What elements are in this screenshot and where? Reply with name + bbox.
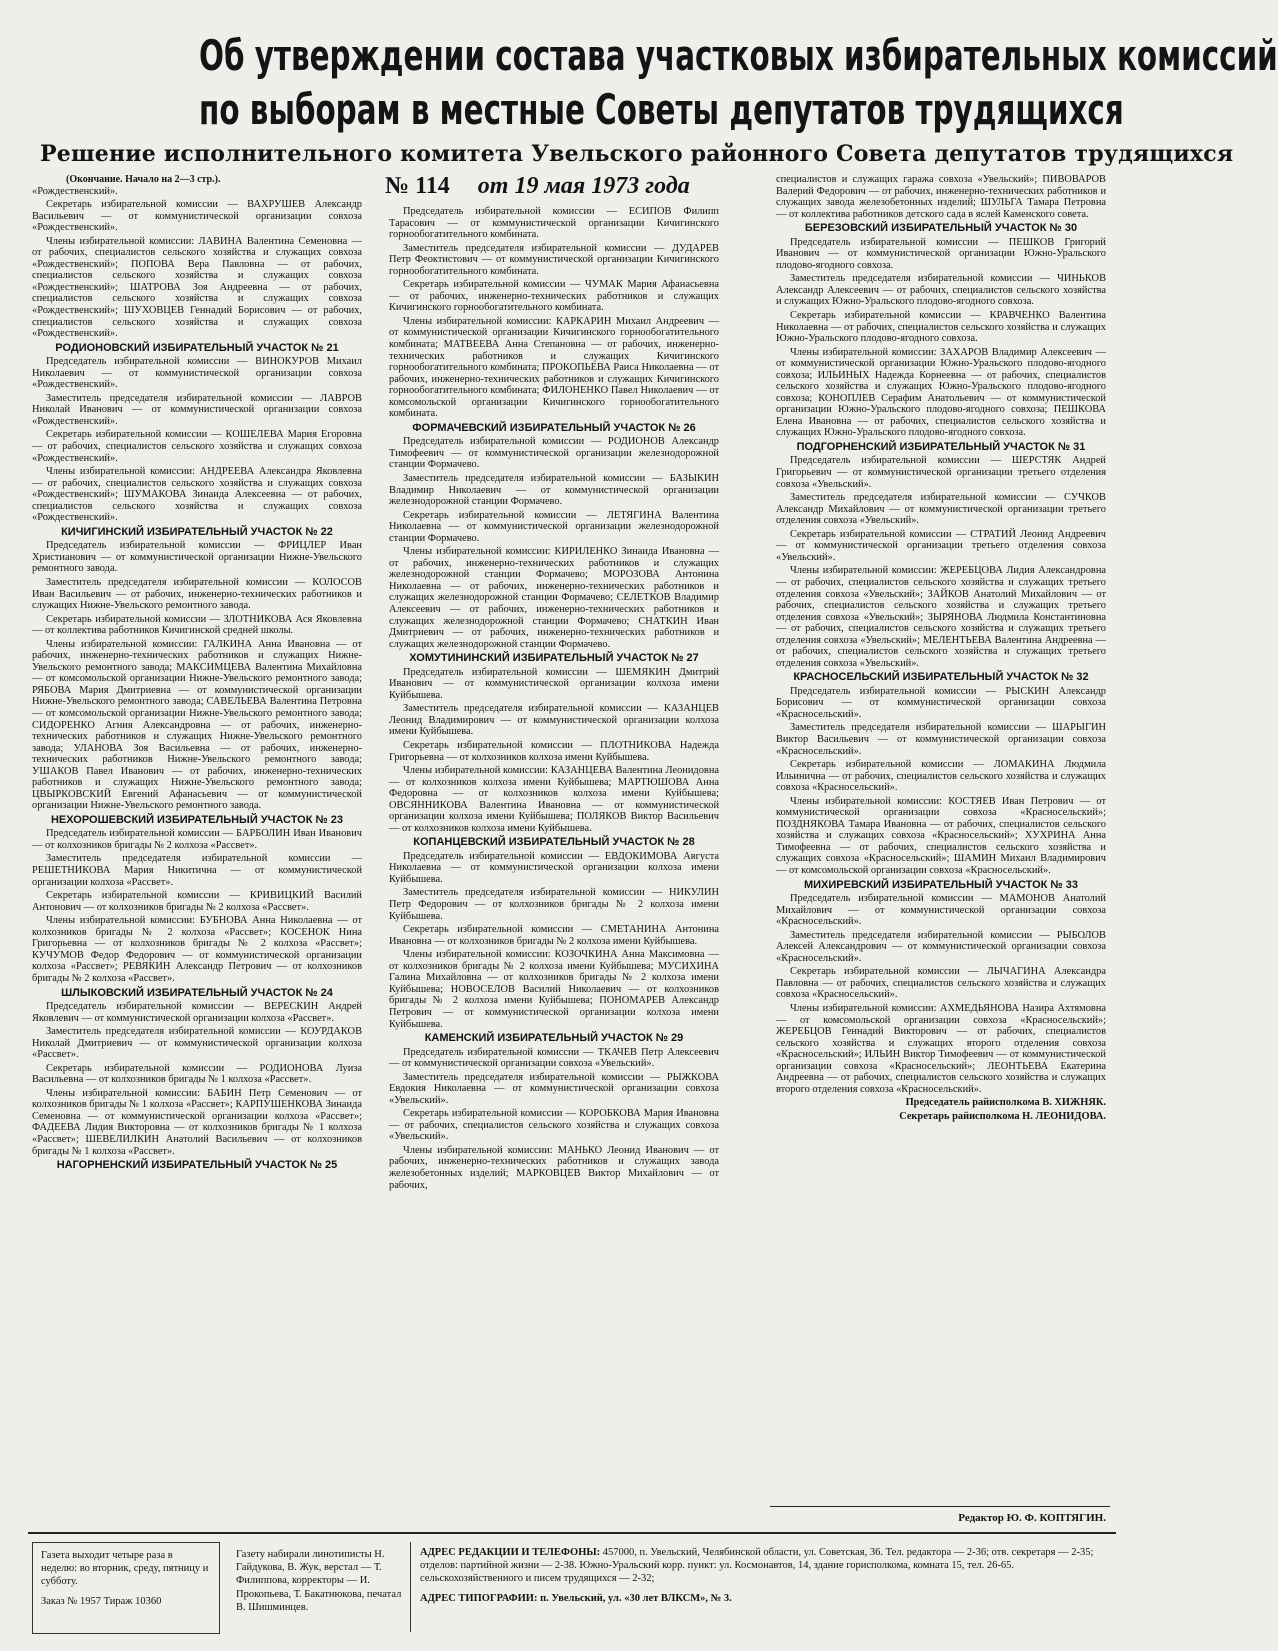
precinct-heading: НЕХОРОШЕВСКИЙ ИЗБИРАТЕЛЬНЫЙ УЧАСТОК № 23 [50,813,344,826]
paragraph: Заместитель председателя избирательной комиссии — ЛАВРОВ Николай Иванович — от коммунистической организации совхоза «Рождественский». [32,392,362,427]
paragraph: Председатель избирательной комиссии — ШЕМЯКИН Дмитрий Иванович — от коммунистической организации колхоза имени Куйбышева. [389,666,719,701]
subheadline: Решение исполнительного комитета Увельского районного Совета депутатов трудящихся [40,141,1234,167]
paragraph: Секретарь избирательной комиссии — КРИВИЦКИЙ Василий Антонович — от колхозников бригады № 2 колхоза «Рассвет». [32,890,362,913]
paragraph: Секретарь избирательной комиссии — КОШЕЛЕВА Мария Егоровна — от рабочих, специалистов сельского хозяйства и служащих совхоза «Рождественский». [32,429,362,464]
paragraph: Заместитель председателя избирательной комиссии — РЫЖКОВА Евдокия Николаевна — от коммунистической организации совхоза «Увельский». [389,1071,719,1106]
precinct-heading: БЕРЕЗОВСКИЙ ИЗБИРАТЕЛЬНЫЙ УЧАСТОК № 30 [804,222,1078,235]
paragraph: Секретарь избирательной комиссии — ПЛОТНИКОВА Надежда Григорьевна — от колхозников колхоза имени Куйбышева. [389,739,719,763]
paragraph: Члены избирательной комиссии: ЖЕРЕБЦОВА Лидия Александровна — от рабочих, специалистов сельского хозяйства и служащих третьего отделения совхоза «Увельский»; ЗАЙКОВ Анатолий Михайлович — от рабочих, специалистов сельского хозяйства и служащих третьего отделения совхоза «Увельский»; ЗЫРЯНОВА Людмила Константиновна — от рабочих, специалистов сельского хозяйства и служащих третьего отделения совхоза «Увельский»; МЕЛЕНТЬЕВА Валентина Андреевна — от рабочих, специалистов сельского хозяйства и служащих третьего отделения совхоза «Увельский». [776,565,1106,669]
paragraph: Председатель избирательной комиссии — ШЕРСТЯК Андрей Григорьевич — от коммунистической организации третьего отделения совхоза «Увельский». [776,455,1106,490]
precinct-heading: ФОРМАЧЕВСКИЙ ИЗБИРАТЕЛЬНЫЙ УЧАСТОК № 26 [412,421,696,434]
paragraph: Председатель избирательной комиссии — ЕВДОКИМОВА Августа Николаевна — от коммунистической организации колхоза имени Куйбышева. [389,850,719,885]
paragraph: Председатель избирательной комиссии — БАРБОЛИН Иван Иванович — от колхозников бригады № 2 колхоза «Рассвет». [32,828,362,851]
precinct-heading: ХОМУТИНИНСКИЙ ИЗБИРАТЕЛЬНЫЙ УЧАСТОК № 27 [409,652,699,665]
headline-line-2: по выборам в местные Советы депутатов трудящихся [199,85,1124,134]
article-column-1 [32,174,362,1504]
column-divider [770,1506,1110,1507]
editor-credit: Редактор Ю. Ф. КОПТЯГИН. [958,1512,1106,1524]
paragraph: Председатель избирательной комиссии — ТКАЧЕВ Петр Алексеевич — от коммунистической организации совхоза «Увельский». [389,1046,719,1070]
paragraph: Члены избирательной комиссии: БАБИН Петр Семенович — от колхозников бригады № 1 колхоза «Рассвет»; КАРПУШЕНКОВА Зинаида Семеновна — от коммунистической организации колхоза «Рассвет»; ФАДЕЕВА Лидия Викторовна — от колхозников бригады № 1 колхоза «Рассвет»; ШЕВЕЛИЛКИН Анатолий Васильевич — от колхозников бригады № 1 колхоза «Рассвет». [32,1087,362,1157]
precinct-heading: КРАСНОСЕЛЬСКИЙ ИЗБИРАТЕЛЬНЫЙ УЧАСТОК № 32 [793,671,1089,684]
paragraph: Члены избирательной комиссии: МАНЬКО Леонид Иванович — от рабочих, инженерно-технических работников и служащих завода железобетонных изделий; МАРКОВЦЕВ Виктор Михайлович — от рабочих, [389,1144,719,1191]
paragraph: Секретарь избирательной комиссии — ЗЛОТНИКОВА Ася Яковлевна — от коллектива работников Кичигинской средней школы. [32,613,362,637]
decision-number: № 114 [385,173,450,199]
headline-line-1: Об утверждении состава участковых избирательных комиссий [199,31,1278,80]
decision-number-date [385,172,745,200]
paragraph: Заместитель председателя избирательной комиссии — КОЛОСОВ Иван Васильевич — от рабочих, инженерно-технических работников и служащих Нижне-Увельского ремонтного завода. [32,576,362,612]
paragraph: Заместитель председателя избирательной комиссии — РЕШЕТНИКОВА Мария Никитична — от коммунистической организации колхоза «Рассвет». [32,853,362,888]
paragraph: Председатель избирательной комиссии — РОДИОНОВ Александр Тимофеевич — от коммунистической организации железнодорожной станции Формачево. [389,436,719,471]
precinct-heading: КОПАНЦЕВСКИЙ ИЗБИРАТЕЛЬНЫЙ УЧАСТОК № 28 [413,836,695,849]
decision-date: от 19 мая 1973 года [477,173,690,199]
paragraph: Председатель избирательной комиссии — ЕСИПОВ Филипп Тарасович — от коммунистической организации Кичигинского горнообогатительного комбината. [389,206,719,241]
paragraph: Члены избирательной комиссии: КОСТЯЕВ Иван Петрович — от коммунистической организации совхоза «Красносельский»; ПОЗДНЯКОВА Тамара Ивановна — от рабочих, специалистов сельского хозяйства и служащих совхоза «Красносельский»; ХУХРИНА Анна Тимофеевна — от рабочих, специалистов сельского хозяйства и служащих совхоза «Красносельский»; ШАМИН Михаил Владимирович — от комсомольской организации совхоза «Красносельский». [776,795,1106,877]
schedule-text: Газета выходит четыре раза в неделю: во вторник, среду, пятницу и субботу. [41,1550,209,1588]
paragraph: Заместитель председателя избирательной комиссии — ДУДАРЕВ Петр Феоктистович — от коммунистической организации Кичигинского горнообогатительного комбината. [389,242,719,277]
paragraph: Секретарь избирательной комиссии — ЛОМАКИНА Людмила Ильинична — от рабочих, специалистов сельского хозяйства и служащих совхоза «Красносельский». [776,759,1106,794]
paragraph: Заместитель председателя избирательной комиссии — КАЗАНЦЕВ Леонид Владимирович — от коммунистической организации колхоза имени Куйбышева. [389,703,719,738]
order-circulation: Заказ № 1957 Тираж 10360 [41,1595,162,1607]
secretary-signature: Секретарь райисполкома Н. ЛЕОНИДОВА. [899,1110,1106,1122]
paragraph: Секретарь избирательной комиссии — КРАВЧЕНКО Валентина Николаевна — от рабочих, специалистов сельского хозяйства и служащих Южно-Уральского плодово-ягодного совхоза. [776,309,1106,345]
paragraph: Секретарь избирательной комиссии — РОДИОНОВА Луиза Васильевна — от колхозников бригады № 1 колхоза «Рассвет». [32,1062,362,1086]
paragraph: специалистов и служащих гаража совхоза «Увельский»; ПИВОВАРОВ Валерий Федорович — от рабочих, инженерно-технических работников и служащих завода железобетонных изделий; ШУЛЬГА Тамара Петровна — от коллектива работников детского сада в яслей Каменского совета. [776,174,1106,220]
imprint-footer [28,1532,1116,1646]
paragraph: «Рождественский». [32,185,118,197]
precinct-heading: МИХИРЕВСКИЙ ИЗБИРАТЕЛЬНЫЙ УЧАСТОК № 33 [803,878,1078,891]
paragraph: Секретарь избирательной комиссии — ЧУМАК Мария Афанасьевна — от рабочих, инженерно-технических работников и служащих Кичигинского горнообогатительного комбината. [389,279,719,314]
continuation-note: (Окончание. Начало на 2—3 стр.). [66,174,221,185]
precinct-heading: НАГОРНЕНСКИЙ ИЗБИРАТЕЛЬНЫЙ УЧАСТОК № 25 [56,1159,338,1172]
paragraph: Председатель избирательной комиссии — МАМОНОВ Анатолий Михайлович — от коммунистической организации совхоза «Красносельский». [776,893,1106,928]
paragraph: Члены избирательной комиссии: АНДРЕЕВА Александра Яковлевна — от рабочих, специалистов сельского хозяйства и служащих совхоза «Рождественский»; ШУМАКОВА Зинаида Алексеевна — от рабочих, специалистов сельского хозяйства и служащих совхоза «Рождественский». [32,466,362,524]
paragraph: Заместитель председателя избирательной комиссии — КОУРДАКОВ Николай Дмитриевич — от коммунистической организации колхоза «Рассвет». [32,1026,362,1061]
paragraph: Секретарь избирательной комиссии — ВАХРУШЕВ Александр Васильевич — от коммунистической организации совхоза «Рождественский». [32,199,362,234]
chairman-signature: Председатель райисполкома В. ХИЖНЯК. [905,1097,1106,1109]
editorial-address: 457000, п. Увельский, Челябинской области, ул. Советская, 36. Тел. редактора — 2-36; отв. секретаря — 2-35; отделов: партийной жизни — 2-38. Южно-Уральский корр. пункт: ул. Космонавтов, 14, здание горисполкома, комната 15, тел. 26-65. [420,1547,1094,1572]
paragraph: Секретарь избирательной комиссии — СТРАТИЙ Леонид Андреевич — от коммунистической организации третьего отделения совхоза «Увельский». [776,528,1106,563]
paragraph: Члены избирательной комиссии: БУБНОВА Анна Николаевна — от колхозников бригады № 2 колхоза «Рассвет»; КОСЕНОК Нина Григорьевна — от колхозников бригады № 2 колхоза «Рассвет»; КУЧУМОВ Федор Федорович — от коммунистической организации колхоза «Рассвет»; РЕВЯКИН Александр Петрович — от колхозников бригады № 2 колхоза «Рассвет». [32,915,362,984]
precinct-heading: ШЛЫКОВСКИЙ ИЗБИРАТЕЛЬНЫЙ УЧАСТОК № 24 [61,986,333,999]
paragraph: Заместитель председателя избирательной комиссии — ШАРЫГИН Виктор Васильевич — от коммунистической организации совхоза «Красносельский». [776,722,1106,757]
publication-schedule-box [32,1542,220,1634]
paragraph: Заместитель председателя избирательной комиссии — НИКУЛИН Петр Федорович — от колхозников бригады № 2 колхоза имени Куйбышева. [389,887,719,922]
address-heading: АДРЕС РЕДАКЦИИ И ТЕЛЕФОНЫ: [420,1547,601,1558]
article-column-3 [776,174,1106,1516]
paragraph: Члены избирательной комиссии: ЛАВИНА Валентина Семеновна — от рабочих, специалистов сельского хозяйства и служащих совхоза «Рождественский»; ПОПОВА Вера Павловна — от рабочих, специалистов сельского хозяйства и служащих совхоза «Рождественский»; ШАТРОВА Зоя Андреевна — от рабочих, специалистов сельского хозяйства и служащих совхоза «Рождественский»; ШУХОВЦЕВ Геннадий Борисович — от рабочих, специалистов сельского хозяйства и служащих совхоза «Рождественский». [32,235,362,340]
precinct-heading: КАМЕНСКИЙ ИЗБИРАТЕЛЬНЫЙ УЧАСТОК № 29 [424,1032,684,1045]
paragraph: Члены избирательной комиссии: КОЗОЧКИНА Анна Максимовна — от колхозников бригады № 2 колхоза имени Куйбышева; МУСИХИНА Галина Михайловна — от колхозников бригады № 2 колхоза имени Куйбышева; НОВОСЕЛОВ Василий Николаевич — от колхозников бригады № 2 колхоза имени Куйбышева; ПОНОМАРЕВ Александр Петрович — от коммунистической организации колхоза имени Куйбышева. [389,949,719,1030]
paragraph: Члены избирательной комиссии: ГАЛКИНА Анна Ивановна — от рабочих, инженерно-технических работников и служащих Нижне-Увельского ремонтного завода; МАКСИМЦЕВА Валентина Михайловна — от комсомольской организации Нижне-Увельского ремонтного завода; РЯБОВА Мария Дмитриевна — от коммунистической организации Нижне-Увельского ремонтного завода; САВЕЛЬЕВА Валентина Петровна — от комсомольской организации Нижне-Увельского ремонтного завода; СИДОРЕНКО Агния Александровна — от рабочих, инженерно-технических работников и служащих Нижне-Увельского ремонтного завода; УЛАНОВА Зоя Васильевна — от рабочих, инженерно-технических работников Нижне-Увельского ремонтного завода; УШАКОВ Павел Иванович — от рабочих, инженерно-технических работников и служащих Нижне-Увельского ремонтного завода; ЦВЫРКОВСКИЙ Евгений Афанасьевич — от коммунистической организации Нижне-Увельского ремонтного завода. [32,638,362,812]
paragraph: Секретарь избирательной комиссии — СМЕТАНИНА Антонина Ивановна — от колхозников бригады № 2 колхоза имени Куйбышева. [389,924,719,947]
paragraph: Члены избирательной комиссии: ЗАХАРОВ Владимир Алексеевич — от коммунистической организации Южно-Уральского плодово-ягодного совхоза; ИЛЬИНЫХ Надежда Корнеевна — от рабочих, специалистов сельского хозяйства и служащих Южно-Уральского плодово-ягодного совхоза; КОНОПЛЕВ Серафим Анатольевич — от коммунистической организации Южно-Уральского плодово-ягодного совхоза; ПЕШКОВА Елена Ивановна — от рабочих, специалистов сельского хозяйства и служащих Южно-Уральского плодово-ягодного совхоза. [776,346,1106,439]
paragraph: Заместитель председателя избирательной комиссии — СУЧКОВ Александр Михайлович — от коммунистической организации третьего отделения совхоза «Увельский». [776,492,1106,527]
precinct-heading: ПОДГОРНЕНСКИЙ ИЗБИРАТЕЛЬНЫЙ УЧАСТОК № 31 [796,440,1086,453]
precinct-heading: КИЧИГИНСКИЙ ИЗБИРАТЕЛЬНЫЙ УЧАСТОК № 22 [61,525,333,538]
paragraph: Заместитель председателя избирательной комиссии — РЫБОЛОВ Алексей Александрович — от коммунистической организации совхоза «Красносельский». [776,929,1106,964]
article-column-2 [389,206,719,1506]
typesetters-text: Газету набирали линотиписты Н. Гайдукова, В. Жук, верстал — Т. Филиппова, корректоры — И. Прокопьева, Т. Бакатнюкова, печатал В. Шишминцев. [236,1549,402,1613]
paragraph: Секретарь избирательной комиссии — ЛЫЧАГИНА Александра Павловна — от рабочих, специалистов сельского хозяйства и служащих совхоза «Красносельский». [776,966,1106,1001]
typesetters-box [232,1542,411,1632]
paragraph: Заместитель председателя избирательной комиссии — ЧИНЬКОВ Александр Алексеевич — от рабочих, специалистов сельского хозяйства и служащих Южно-Уральского плодово-ягодного совхоза. [776,273,1106,308]
address-box [420,1542,1110,1609]
paragraph: Члены избирательной комиссии: АХМЕДЬЯНОВА Назира Ахтямовна — от комсомольской организации совхоза «Красносельский»; ЖЕРЕБЦОВ Геннадий Викторович — от рабочих, специалистов сельского хозяйства и служащих второго отделения совхоза «Красносельский»; ИЛЬИН Виктор Тимофеевич — от коммунистической организации совхоза «Красносельский»; ЛЕОНТЬЕВА Екатерина Андреевна — от рабочих, специалистов сельского хозяйства и служащих второго отделения совхоза «Красносельский». [776,1003,1106,1095]
paragraph: Секретарь избирательной комиссии — ЛЕТЯГИНА Валентина Николаевна — от коммунистической организации железнодорожной станции Формачево. [389,509,719,544]
paragraph: Члены избирательной комиссии: КИРИЛЕНКО Зинаида Ивановна — от рабочих, инженерно-технических работников и служащих железнодорожной станции Формачево; МОРОЗОВА Антонина Николаевна — от рабочих, инженерно-технических работников и служащих железнодорожной станции Формачево; СЕЛЕТКОВ Владимир Алексеевич — от рабочих, инженерно-технических работников и служащих железнодорожной станции Формачево; СНАТКИН Иван Дмитриевич — от рабочих, инженерно-технических работников и служащих железнодорожной станции Формачево. [389,546,719,650]
paragraph: Председатель избирательной комиссии — ПЕШКОВ Григорий Иванович — от коммунистической организации Южно-Уральского плодово-ягодного совхоза. [776,236,1106,271]
paragraph: Секретарь избирательной комиссии — КОРОБКОВА Мария Ивановна — от рабочих, специалистов сельского хозяйства и служащих совхоза «Увельский». [389,1108,719,1143]
paragraph: Члены избирательной комиссии: КАРКАРИН Михаил Андреевич — от коммунистической организации Кичигинского горнообогатительного комбината; МАТВЕЕВА Анна Степановна — от рабочих, инженерно-технических работников и служащих Кичигинского горнообогатительного комбината; ПРОКОПЬЕВА Раиса Николаевна — от рабочих, инженерно-технических работников и служащих Кичигинского горнообогатительного комбината; ФИЛОНЕНКО Павел Николаевич — от комсомольской организации Кичигинского горнообогатительного комбината. [389,315,719,420]
paragraph: Председатель избирательной комиссии — ВИНОКУРОВ Михаил Николаевич — от коммунистической организации совхоза «Рождественский». [32,356,362,391]
paragraph: Члены избирательной комиссии: КАЗАНЦЕВА Валентина Леонидовна — от колхозников колхоза имени Куйбышева; МАРТЮШОВА Анна Федоровна — от колхозников колхоза имени Куйбышева; ОВСЯННИКОВА Валентина Ивановна — от коммунистической организации колхоза имени Куйбышева; ПОЛЯКОВ Виктор Васильевич — от колхозников колхоза имени Куйбышева. [389,765,719,834]
paragraph: Заместитель председателя избирательной комиссии — БАЗЫКИН Владимир Николаевич — от коммунистической организации железнодорожной станции Формачево. [389,472,719,508]
printing-address: АДРЕС ТИПОГРАФИИ: п. Увельский, ул. «30 лет ВЛКСМ», № 3. [420,1592,732,1604]
paragraph: Председатель избирательной комиссии — ФРИЦЛЕР Иван Христианович — от коммунистической организации Нижне-Увельского ремонтного завода. [32,540,362,575]
paragraph: Председатель избирательной комиссии — РЫСКИН Александр Борисович — от коммунистической организации совхоза «Красносельский». [776,685,1106,720]
precinct-heading: РОДИОНОВСКИЙ ИЗБИРАТЕЛЬНЫЙ УЧАСТОК № 21 [55,341,339,354]
editorial-address-extra: сельскохозяйственного и писем трудящихся — 2-32; [420,1573,655,1585]
paragraph: Председатель избирательной комиссии — ВЕРЕСКИН Андрей Яковлевич — от коммунистической организации колхоза «Рассвет». [32,1001,362,1024]
